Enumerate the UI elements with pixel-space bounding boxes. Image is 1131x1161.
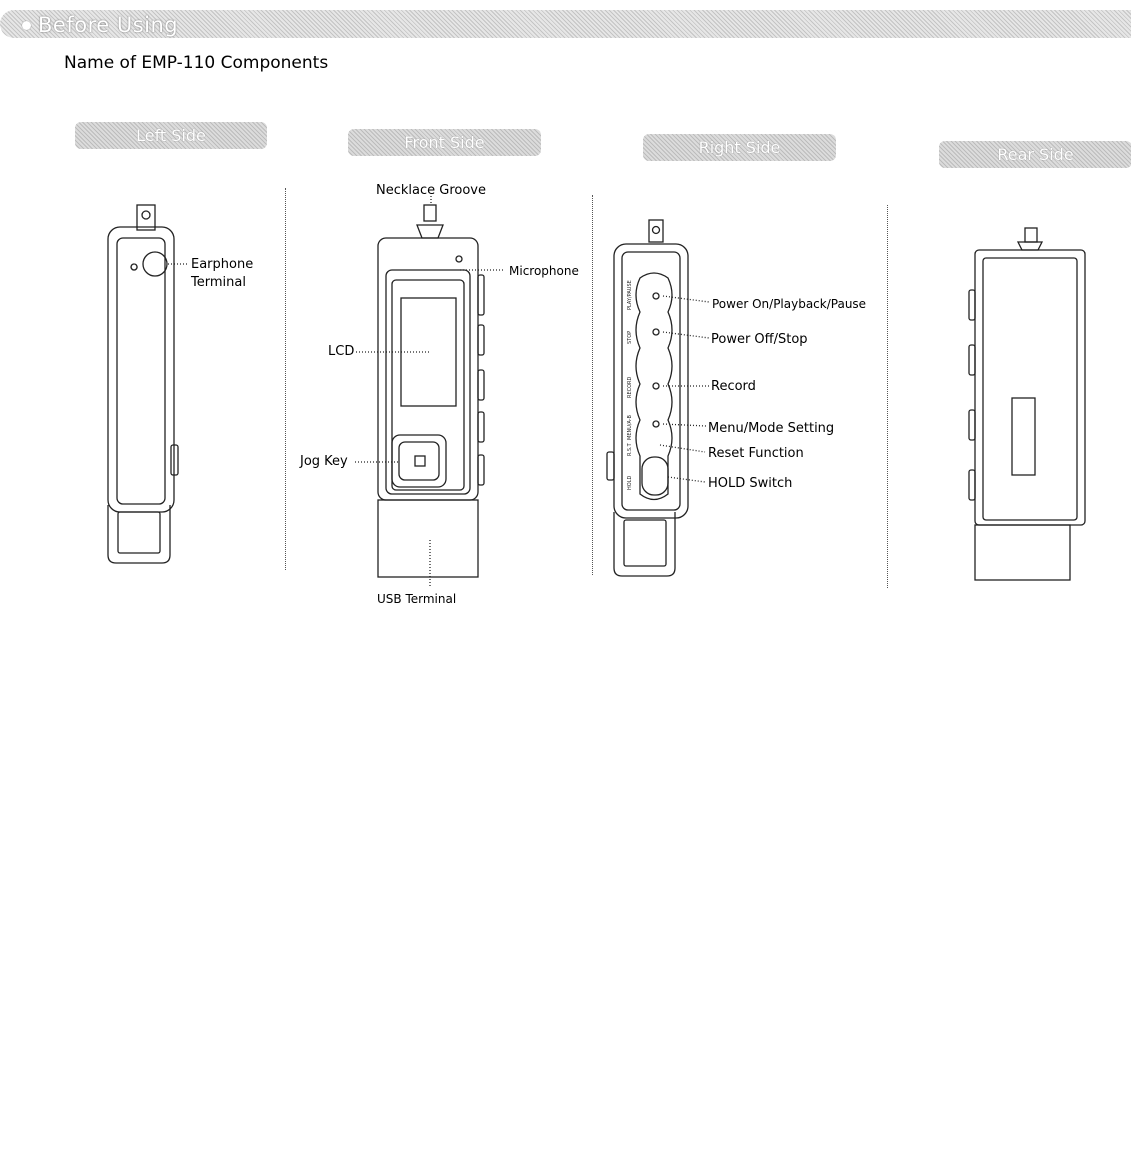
hold-text: HOLD	[627, 475, 633, 490]
menu-ab-text: MENU/A-B	[627, 415, 633, 440]
power-off-label: Power Off/Stop	[711, 332, 808, 347]
page-title: Name of EMP-110 Components	[64, 53, 329, 73]
record-text: RECORD	[627, 376, 633, 398]
jog-key	[392, 435, 446, 487]
right-side-device	[607, 220, 688, 576]
front-side-device	[378, 205, 484, 577]
left-side-device	[108, 205, 178, 563]
front-side-label: Front Side	[348, 129, 541, 156]
right-side-label: Right Side	[643, 134, 836, 161]
earphone-jack-icon	[143, 252, 167, 276]
menu-mode-label: Menu/Mode Setting	[708, 421, 835, 436]
menu-icon	[653, 421, 659, 427]
jog-key-label: Jog Key	[300, 454, 348, 469]
earphone-label-line2: Terminal	[191, 275, 246, 290]
rear-label-plate	[1012, 398, 1035, 475]
lcd-label: LCD	[328, 344, 355, 359]
necklace-groove-label: Necklace Groove	[376, 183, 486, 198]
rear-side-label: Rear Side	[939, 141, 1131, 168]
reset-function-label: Reset Function	[708, 446, 804, 461]
hold-switch-label: HOLD Switch	[708, 476, 793, 491]
usb-terminal-label: USB Terminal	[377, 592, 457, 606]
left-side-label: Left Side	[75, 122, 267, 149]
reset-text: R.S.T	[627, 443, 633, 456]
section-header-title: Before Using	[38, 13, 179, 37]
play-pause-icon	[653, 293, 659, 299]
rear-side-device	[969, 228, 1085, 580]
play-pause-text: PLAY/PAUSE	[627, 280, 633, 310]
power-on-label: Power On/Playback/Pause	[712, 297, 867, 311]
microphone-label: Microphone	[509, 264, 579, 278]
stop-text: STOP	[627, 330, 633, 344]
record-icon	[653, 383, 659, 389]
record-label: Record	[711, 379, 756, 394]
earphone-label-line1: Earphone	[191, 257, 254, 272]
stop-icon	[653, 329, 659, 335]
hold-switch	[642, 457, 668, 495]
